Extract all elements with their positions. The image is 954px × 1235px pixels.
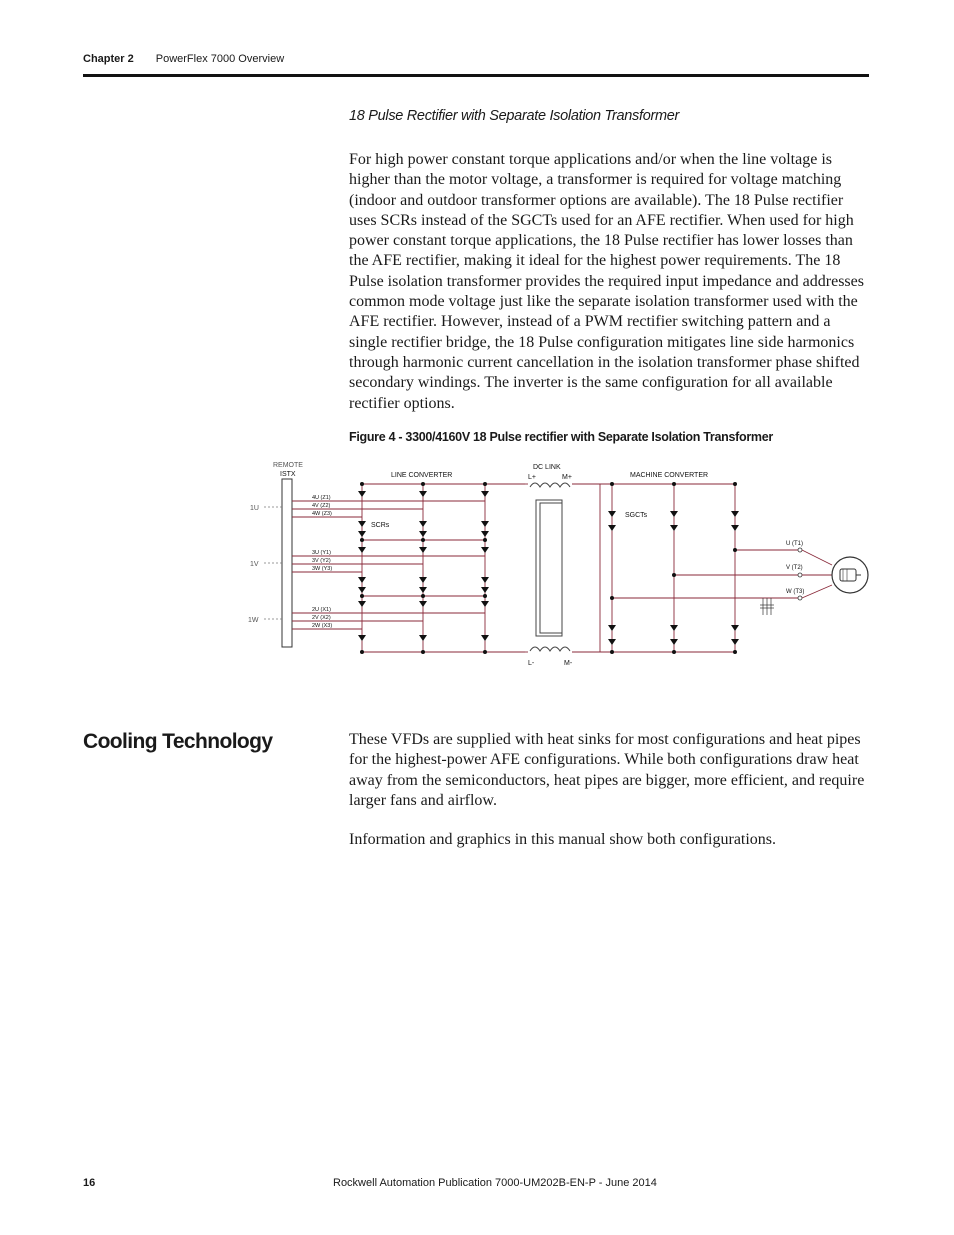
winding-3v: 3V (Y2) [312, 558, 331, 564]
winding-4w: 4W (Z3) [312, 511, 332, 517]
line-converter-label: LINE CONVERTER [391, 472, 453, 479]
machine-converter-label: MACHINE CONVERTER [630, 472, 709, 479]
scr-devices [358, 482, 489, 654]
subheading: 18 Pulse Rectifier with Separate Isolation Transformer [349, 108, 680, 124]
winding-4v: 4V (Z2) [312, 503, 331, 509]
output-v-label: V (T2) [786, 565, 803, 571]
motor-icon [832, 557, 868, 593]
dc-link-label: DC LINK [533, 464, 561, 471]
publication-footer: Rockwell Automation Publication 7000-UM202B-EN-P - June 2014 [333, 1177, 657, 1189]
winding-4u: 4U (Z1) [312, 495, 331, 501]
page-number: 16 [83, 1177, 96, 1189]
output-w-label: W (T3) [786, 589, 805, 595]
m-plus-label: M+ [562, 474, 572, 481]
input-1u-label: 1U [250, 505, 259, 512]
paragraph-cooling: These VFDs are supplied with heat sinks for most configurations and heat pipes for the highest-power AFE configurations. While both configurations draw heat away from the semiconductors, heat pipes are bigger, more efficient, and require larger fans and airflow. [349, 731, 865, 809]
l-minus-label: L- [528, 660, 535, 667]
header-rule [83, 74, 869, 77]
chapter-label: Chapter 2 [83, 53, 134, 65]
output-u-label: U (T1) [786, 541, 803, 547]
input-1w-label: 1W [248, 617, 259, 624]
winding-3u: 3U (Y1) [312, 550, 331, 556]
section-label: PowerFlex 7000 Overview [155, 53, 285, 65]
winding-2u: 2U (X1) [312, 607, 331, 613]
dc-link-inductor [530, 483, 570, 651]
l-plus-label: L+ [528, 474, 536, 481]
m-minus-label: M- [564, 660, 573, 667]
sgcts-label: SGCTs [625, 512, 648, 519]
paragraph-18-pulse: For high power constant torque applications and/or when the line voltage is higher than the motor voltage, a transformer is required for voltage matching (indoor and outdoor transformer options are available). The 18 Pulse rectifier uses SCRs instead of the SGCTs used for an AFE rectifier. When used for high power constant torque applications, the 18 Pulse rectifier has lower losses than the AFE rectifier, making it ideal for the highest power requirements. The 18 Pulse isolation transformer provides the required input impedance and addresses common mode voltage just like the separate isolation transformer used with the AFE rectifier. However, instead of a PWM rectifier switching pattern and a single rectifier bridge, the 18 Pulse configuration mitigates line side harmonics through harmonic current cancellation in the isolation transformer phase shifted secondary windings. The inverter is the same configuration for all available rectifier options. [349, 151, 864, 412]
sgct-devices [608, 482, 739, 654]
remote-label: REMOTE [273, 462, 303, 469]
isolation-transformer [282, 479, 292, 647]
winding-2w: 2W (X3) [312, 623, 333, 629]
winding-3w: 3W (Y3) [312, 566, 333, 572]
input-1v-label: 1V [250, 561, 259, 568]
figure-caption: Figure 4 - 3300/4160V 18 Pulse rectifier with Separate Isolation Transformer [349, 430, 773, 444]
istx-label: ISTX [280, 471, 296, 478]
running-header [83, 53, 284, 65]
output-filter-capacitors [760, 598, 774, 615]
scrs-label: SCRs [371, 522, 390, 529]
winding-2v: 2V (X2) [312, 615, 331, 621]
section-title-cooling: Cooling Technology [83, 730, 273, 753]
paragraph-configurations: Information and graphics in this manual show both configurations. [349, 831, 777, 848]
circuit-diagram [240, 455, 880, 675]
